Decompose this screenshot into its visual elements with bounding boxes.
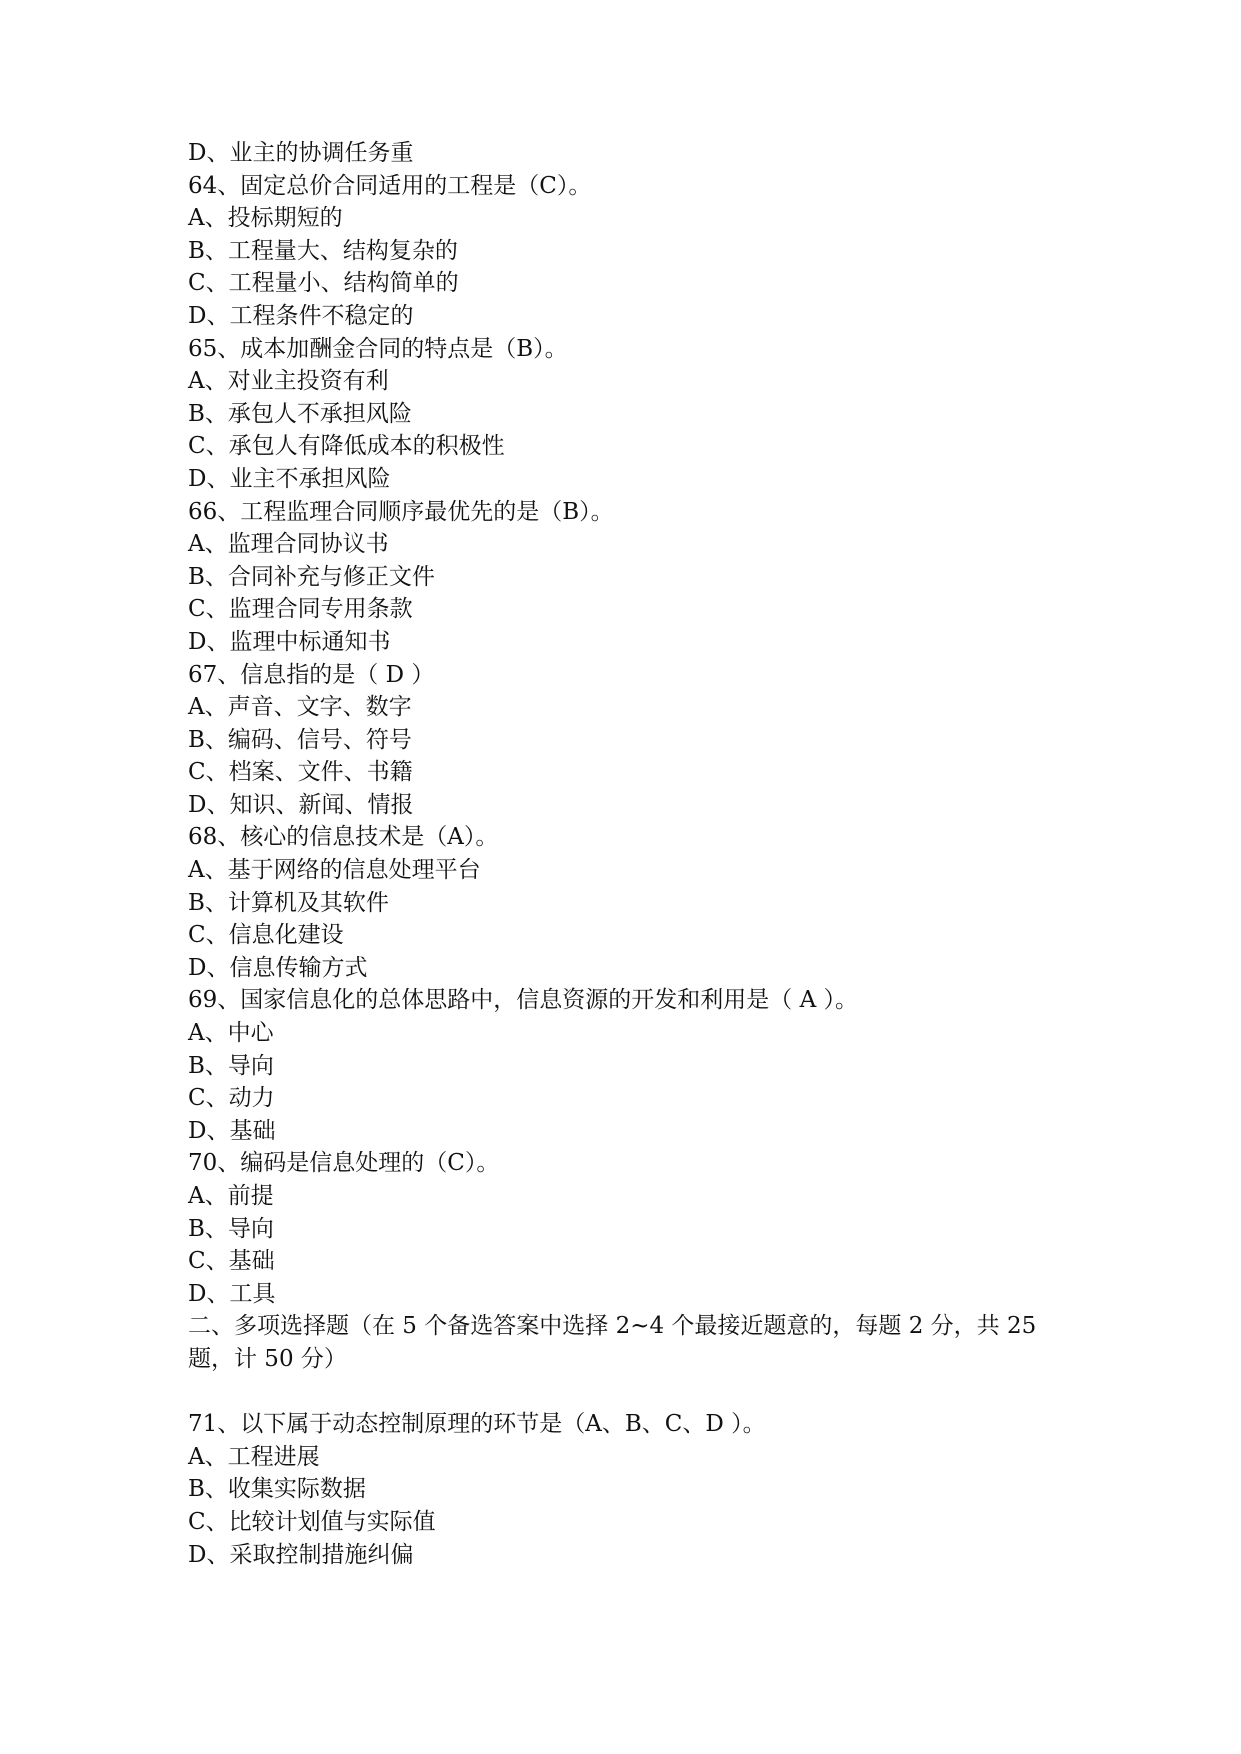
option-a-70: A、前提 xyxy=(188,1183,274,1209)
question-69: 69、国家信息化的总体思路中，信息资源的开发和利用是（ A ）。 xyxy=(188,987,858,1014)
question-65: 65、成本加酬金合同的特点是（B）。 xyxy=(188,335,568,362)
question-70: 70、编码是信息处理的（C）。 xyxy=(188,1150,500,1177)
option-d-66: D、监理中标通知书 xyxy=(188,628,391,655)
option-b-66: B、合同补充与修正文件 xyxy=(188,563,435,590)
option-c-68: C、信息化建设 xyxy=(188,922,344,949)
multiple-choice-block xyxy=(188,1408,1068,1571)
single-choice-block xyxy=(188,137,1068,1310)
question-66: 66、工程监理合同顺序最优先的是（B）。 xyxy=(188,498,614,525)
section-heading-multiple-choice: 二、多项选择题（在 5 个备选答案中选择 2~4 个最接近题意的，每题 2 分，共 25 题，计 50 分） xyxy=(188,1313,1037,1372)
option-a-69: A、中心 xyxy=(188,1020,274,1047)
option-b-68: B、计算机及其软件 xyxy=(188,889,389,916)
option-b-71: B、收集实际数据 xyxy=(188,1476,366,1503)
blank-spacer xyxy=(188,1376,1068,1409)
question-67: 67、信息指的是（ D ） xyxy=(188,661,435,688)
option-a-71: A、工程进展 xyxy=(188,1443,320,1470)
option-d-67: D、知识、新闻、情报 xyxy=(188,791,414,818)
question-68: 68、核心的信息技术是（A）。 xyxy=(188,824,499,851)
option-b-70: B、导向 xyxy=(188,1215,274,1242)
option-c-64: C、工程量小、结构简单的 xyxy=(188,270,459,297)
option-c-67: C、档案、文件、书籍 xyxy=(188,759,413,786)
option-d-70: D、工具 xyxy=(188,1280,276,1307)
option-b-69: B、导向 xyxy=(188,1052,274,1079)
option-a-68: A、基于网络的信息处理平台 xyxy=(188,857,481,884)
option-c-69: C、动力 xyxy=(188,1085,275,1112)
option-d-71: D、采取控制措施纠偏 xyxy=(188,1541,414,1568)
option-b-64: B、工程量大、结构复杂的 xyxy=(188,237,458,264)
option-c-71: C、比较计划值与实际值 xyxy=(188,1508,436,1535)
option-c-66: C、监理合同专用条款 xyxy=(188,596,413,623)
option-d-69: D、基础 xyxy=(188,1117,276,1144)
option-c-70: C、基础 xyxy=(188,1248,275,1275)
question-71: 71、以下属于动态控制原理的环节是（A、B、C、D ）。 xyxy=(188,1411,766,1438)
option-c-65: C、承包人有降低成本的积极性 xyxy=(188,433,505,460)
option-d-68: D、信息传输方式 xyxy=(188,954,368,981)
option-a-66: A、监理合同协议书 xyxy=(188,531,389,558)
option-b-67: B、编码、信号、符号 xyxy=(188,726,412,753)
question-64: 64、固定总价合同适用的工程是（C）。 xyxy=(188,172,592,199)
document-body xyxy=(188,137,1068,1571)
option-d-65: D、业主不承担风险 xyxy=(188,465,391,492)
answer-line-d-63: D、业主的协调任务重 xyxy=(188,140,414,166)
option-b-65: B、承包人不承担风险 xyxy=(188,400,412,427)
option-a-64: A、投标期短的 xyxy=(188,205,343,232)
option-d-64: D、工程条件不稳定的 xyxy=(188,302,414,329)
option-a-67: A、声音、文字、数字 xyxy=(188,694,412,721)
option-a-65: A、对业主投资有利 xyxy=(188,368,389,395)
